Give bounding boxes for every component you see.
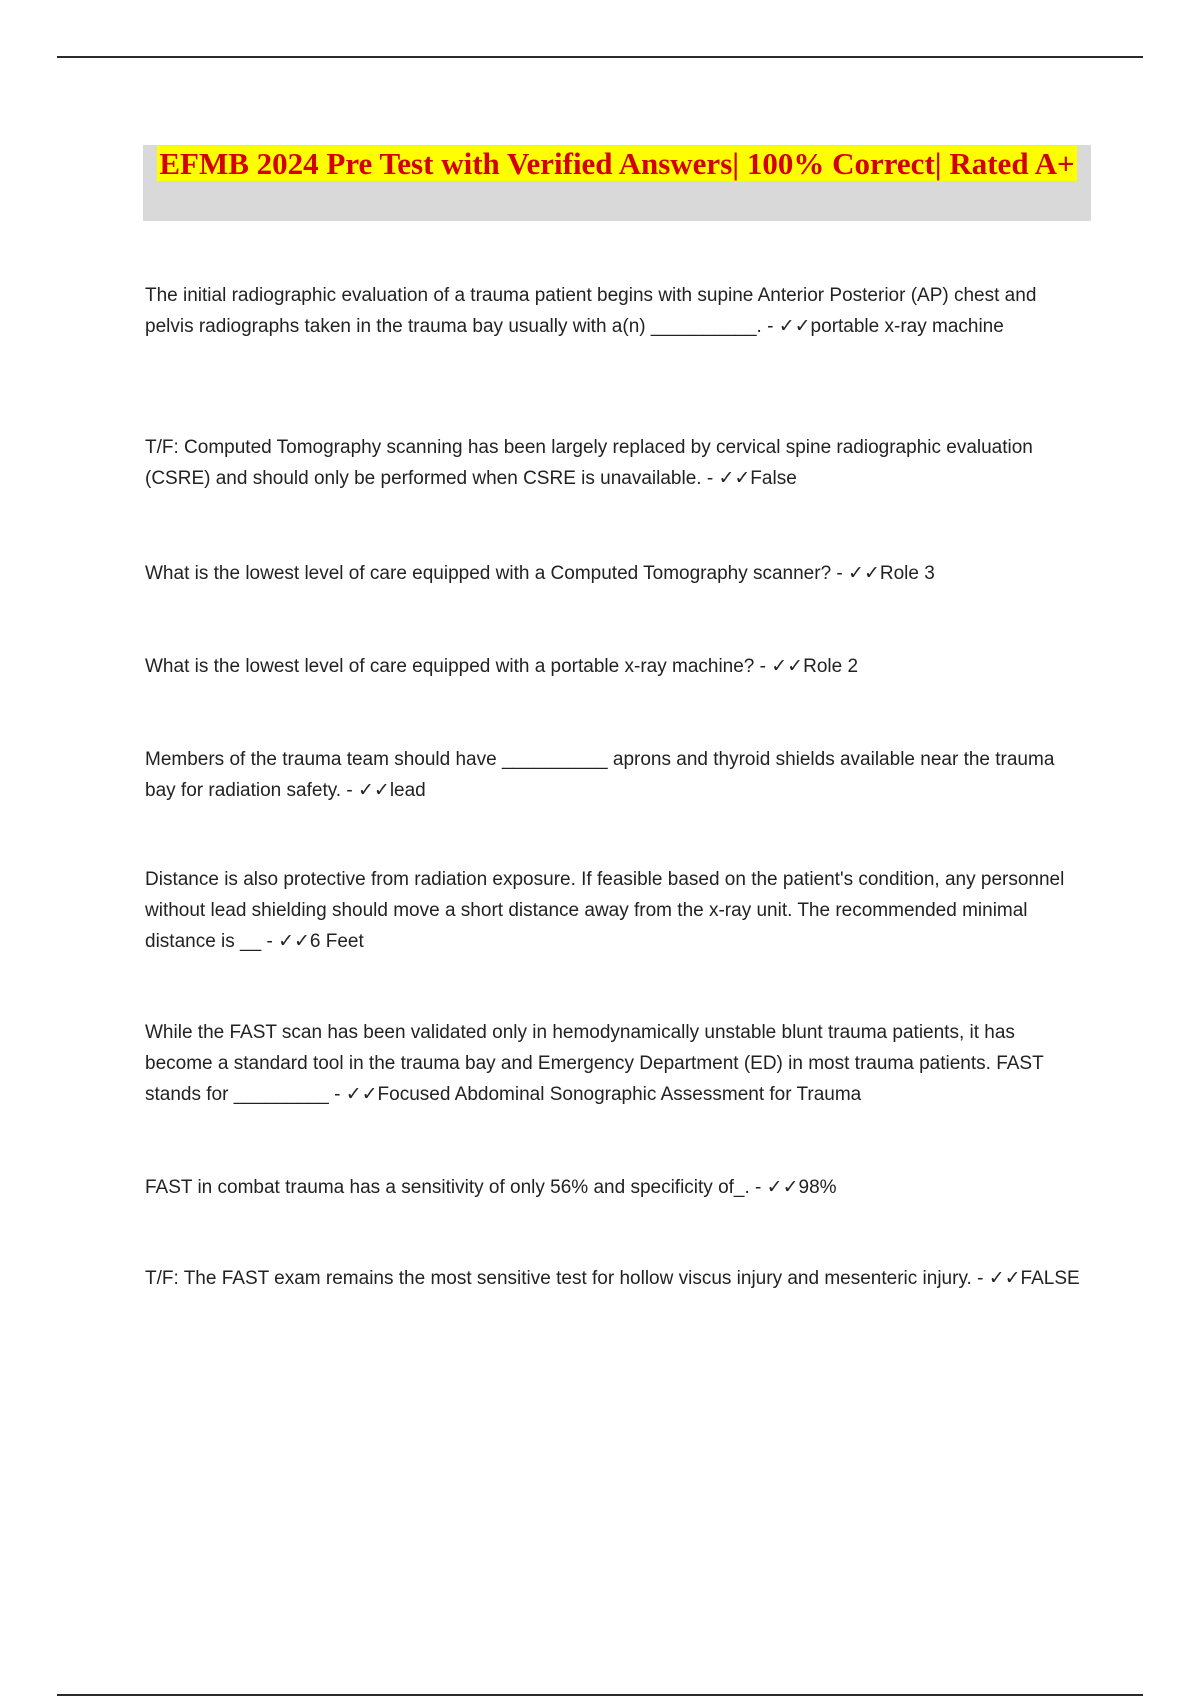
qa-item — [145, 558, 1085, 589]
answer-text: ✓✓lead — [357, 780, 426, 801]
document-title-band — [143, 145, 1091, 221]
question-text: Distance is also protective from radiation exposure. If feasible based on the patient's condition, any personnel without lead shielding should move a short distance away from the x-ray unit. The recommended minimal distance is __ - — [145, 869, 1065, 952]
document-title: EFMB 2024 Pre Test with Verified Answers| 100% Correct| Rated A+ — [159, 146, 1075, 181]
answer-text: ✓✓FALSE — [988, 1268, 1080, 1289]
question-text: FAST in combat trauma has a sensitivity of only 56% and specificity of_. - — [145, 1177, 762, 1198]
qa-item — [145, 1172, 1085, 1203]
question-text: T/F: Computed Tomography scanning has been largely replaced by cervical spine radiographic evaluation (CSRE) and should only be performed when CSRE is unavailable. - — [145, 437, 1033, 489]
qa-item — [145, 744, 1085, 806]
question-text: What is the lowest level of care equipped with a Computed Tomography scanner? - — [145, 563, 843, 584]
question-text: T/F: The FAST exam remains the most sensitive test for hollow viscus injury and mesenteric injury. - — [145, 1268, 984, 1289]
answer-text: ✓✓6 Feet — [278, 931, 364, 952]
question-text: What is the lowest level of care equipped with a portable x-ray machine? - — [145, 656, 766, 677]
qa-item — [145, 432, 1085, 494]
answer-text: ✓✓portable x-ray machine — [778, 316, 1004, 337]
question-text: Members of the trauma team should have __________ aprons and thyroid shields available near the trauma bay for radiation safety. - — [145, 749, 1055, 801]
qa-item — [145, 1017, 1085, 1110]
question-text: While the FAST scan has been validated only in hemodynamically unstable blunt trauma patients, it has become a standard tool in the trauma bay and Emergency Department (ED) in most trauma patients. FAST stands for _________ - — [145, 1022, 1044, 1105]
question-text: The initial radiographic evaluation of a trauma patient begins with supine Anterior Posterior (AP) chest and pelvis radiographs taken in the trauma bay usually with a(n) __________. - — [145, 285, 1037, 337]
answer-text: ✓✓Focused Abdominal Sonographic Assessment for Trauma — [345, 1084, 862, 1105]
answer-text: ✓✓Role 2 — [771, 656, 859, 677]
qa-item — [145, 864, 1085, 957]
qa-item — [145, 280, 1085, 342]
answer-text: ✓✓False — [718, 468, 797, 489]
top-rule — [57, 56, 1143, 58]
qa-item — [145, 651, 1085, 682]
answer-text: ✓✓98% — [766, 1177, 837, 1198]
qa-item — [145, 1263, 1085, 1294]
bottom-rule — [57, 1694, 1143, 1696]
answer-text: ✓✓Role 3 — [848, 563, 935, 584]
